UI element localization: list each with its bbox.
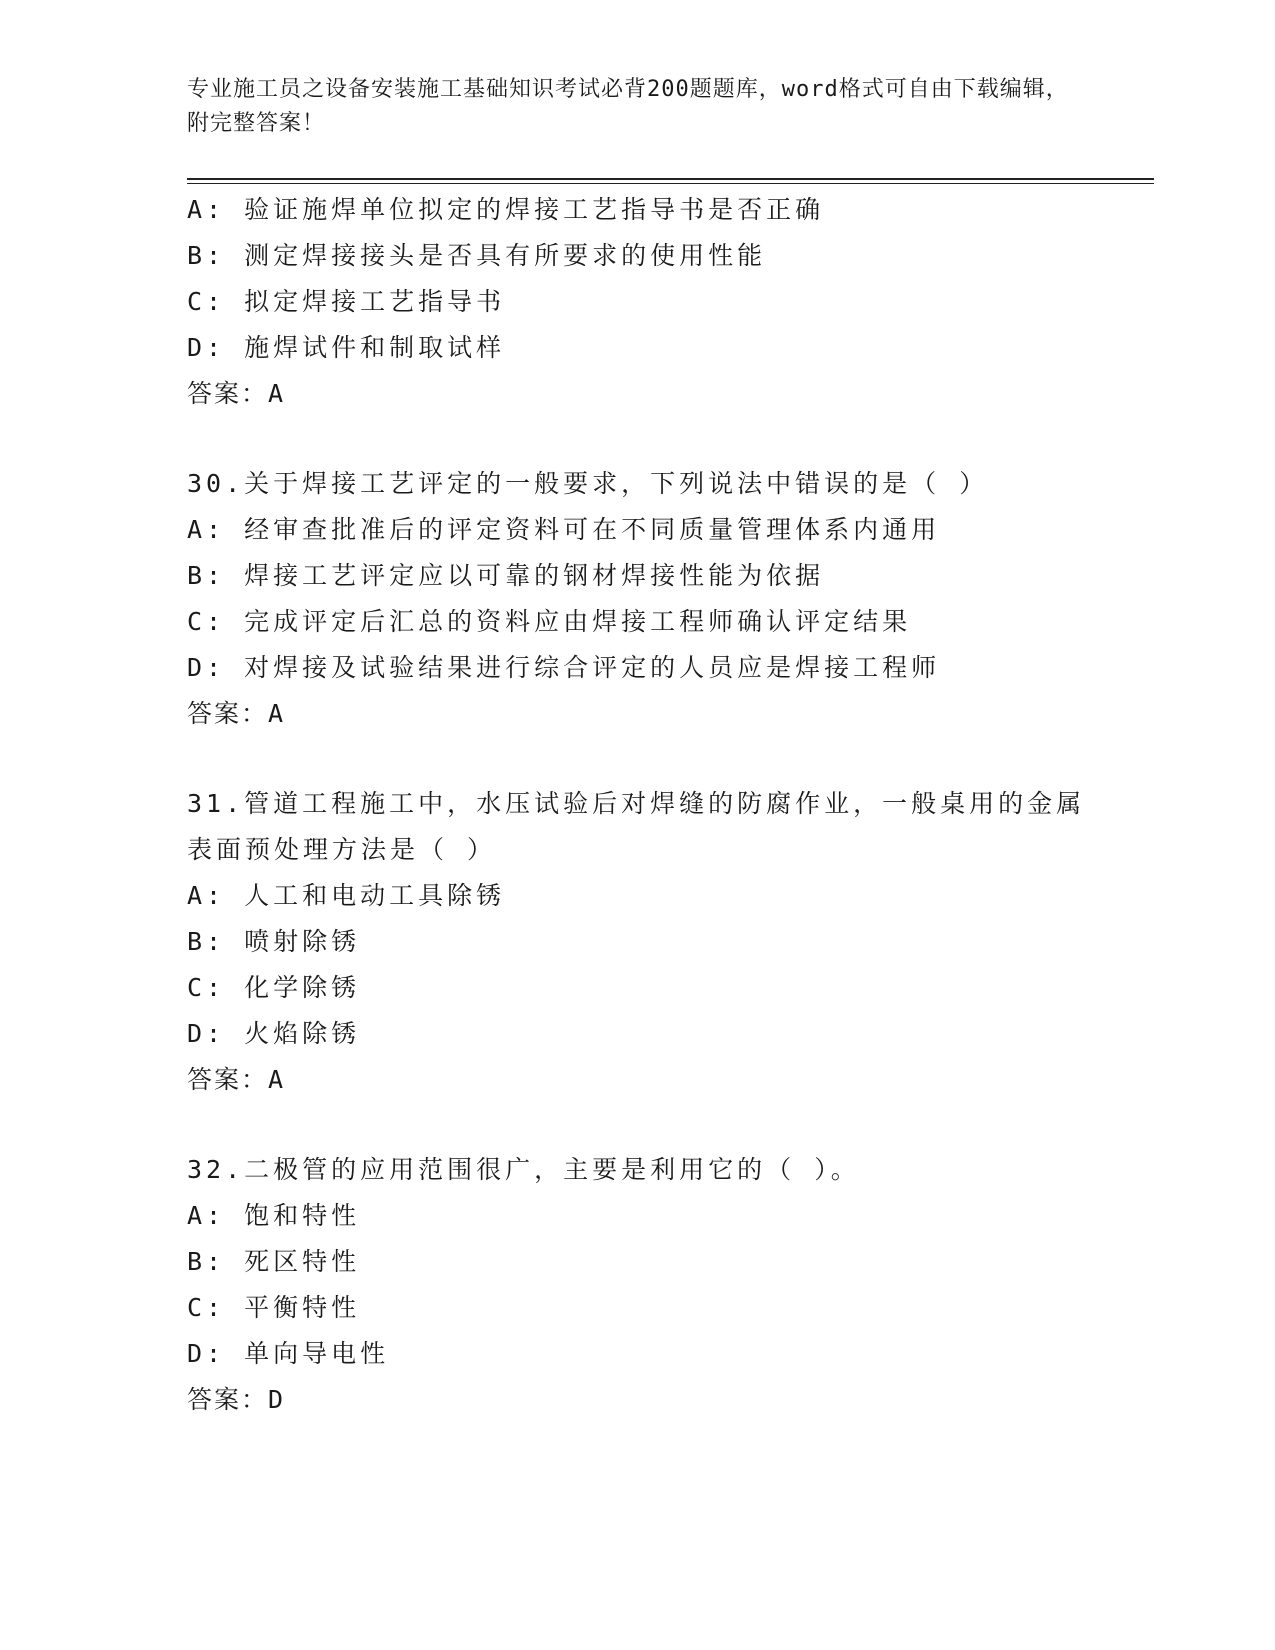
question-block: [187, 461, 1087, 737]
option-d: D: 对焊接及试验结果进行综合评定的人员应是焊接工程师: [187, 653, 941, 682]
answer: 答案：A: [187, 379, 286, 408]
spacer: [187, 1103, 1087, 1147]
question-stem: 31.管道工程施工中，水压试验后对焊缝的防腐作业，一般桌用的金属表面预处理方法是（ ）: [187, 789, 1086, 864]
question-block: [187, 1147, 1087, 1423]
answer: 答案：A: [187, 1065, 286, 1094]
question-stem: 32.二极管的应用范围很广，主要是利用它的（ ）。: [187, 1155, 860, 1184]
option-b: B: 死区特性: [187, 1247, 361, 1276]
option-b: B: 测定焊接接头是否具有所要求的使用性能: [187, 241, 767, 270]
document-header: 专业施工员之设备安装施工基础知识考试必背200题题库，word格式可自由下载编辑，附完整答案！: [187, 77, 1069, 136]
question-stem: 30.关于焊接工艺评定的一般要求，下列说法中错误的是（ ）: [187, 469, 989, 498]
header-rule-thick: [187, 178, 1154, 180]
option-a: A: 饱和特性: [187, 1201, 361, 1230]
spacer: [187, 737, 1087, 781]
option-a: A: 人工和电动工具除锈: [187, 881, 506, 910]
question-list: [187, 187, 1087, 1423]
option-c: C: 完成评定后汇总的资料应由焊接工程师确认评定结果: [187, 607, 912, 636]
option-b: B: 焊接工艺评定应以可靠的钢材焊接性能为依据: [187, 561, 825, 590]
option-d: D: 火焰除锈: [187, 1019, 361, 1048]
header-rule-thin: [187, 183, 1154, 184]
answer: 答案：A: [187, 699, 286, 728]
option-b: B: 喷射除锈: [187, 927, 361, 956]
option-d: D: 单向导电性: [187, 1339, 390, 1368]
question-block: [187, 781, 1087, 1103]
answer: 答案：D: [187, 1385, 286, 1414]
spacer: [187, 417, 1087, 461]
option-c: C: 拟定焊接工艺指导书: [187, 287, 506, 316]
option-c: C: 化学除锈: [187, 973, 361, 1002]
option-a: A: 验证施焊单位拟定的焊接工艺指导书是否正确: [187, 195, 825, 224]
option-d: D: 施焊试件和制取试样: [187, 333, 506, 362]
question-block: [187, 187, 1087, 417]
option-a: A: 经审查批准后的评定资料可在不同质量管理体系内通用: [187, 515, 941, 544]
option-c: C: 平衡特性: [187, 1293, 361, 1322]
